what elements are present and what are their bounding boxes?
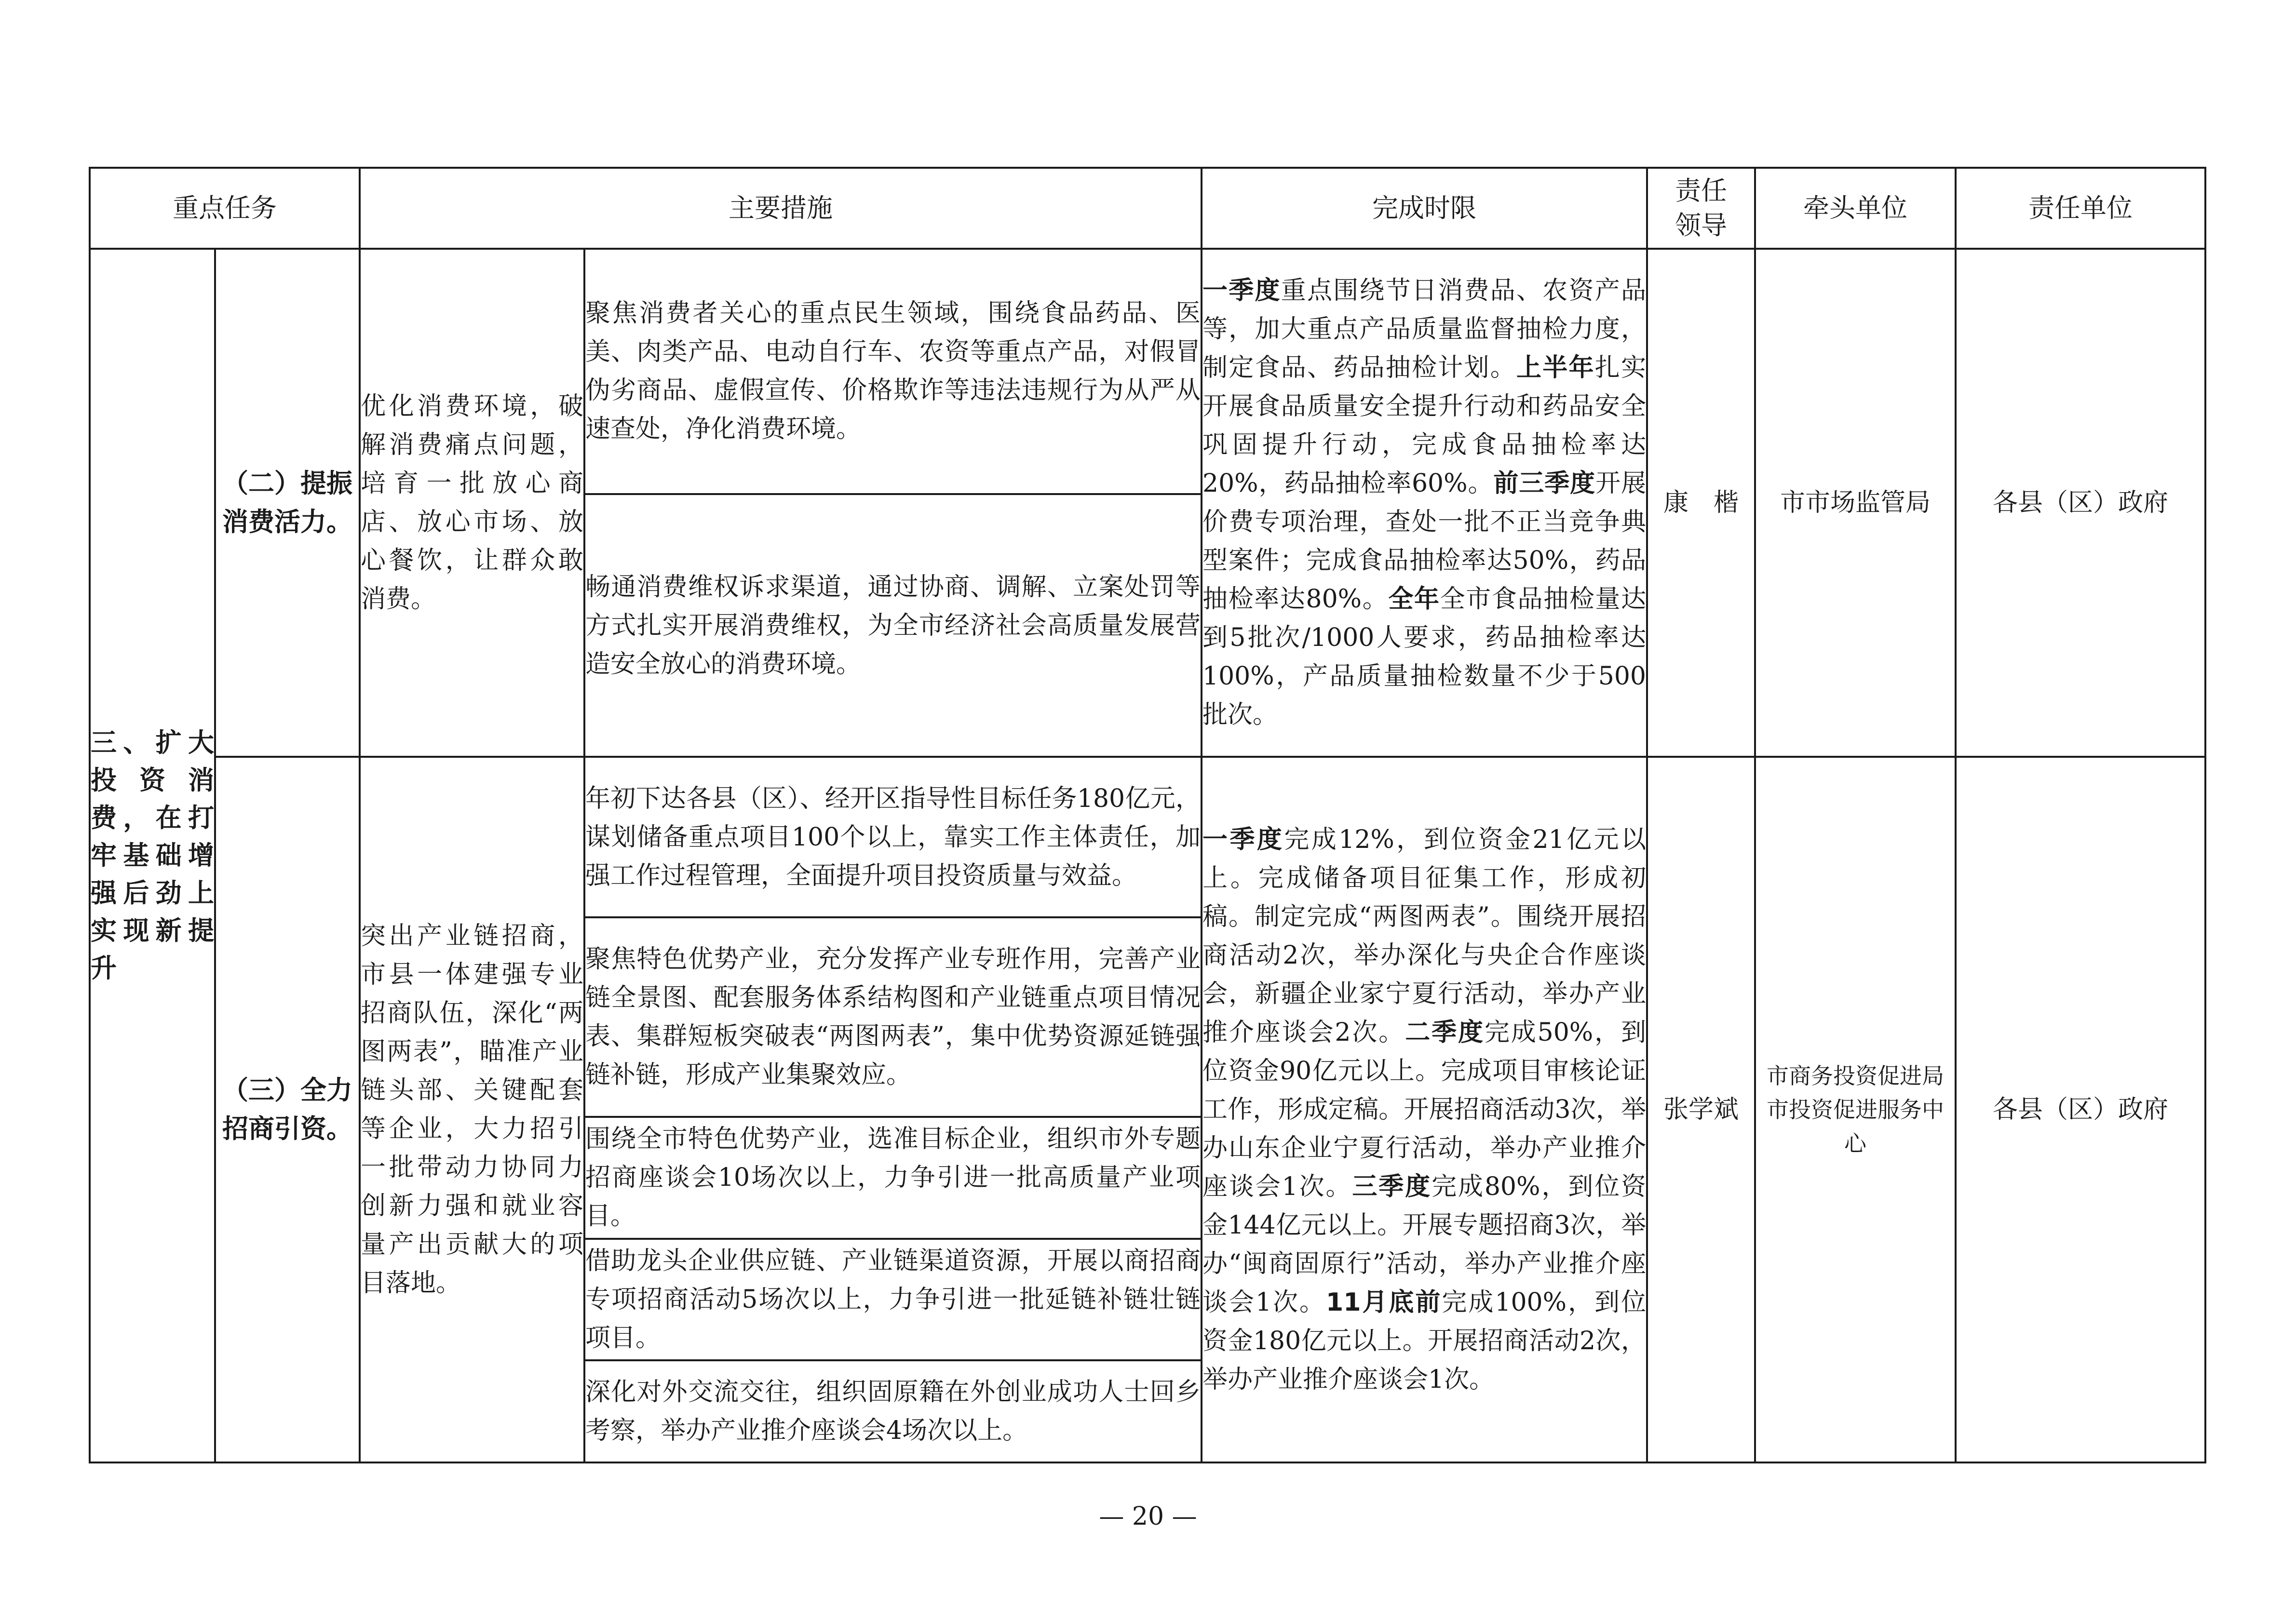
deadline-period: 前三季度 xyxy=(1493,469,1596,498)
leader-cell: 康 楷 xyxy=(1647,249,1755,757)
measure-cell: 借助龙头企业供应链、产业链渠道资源，开展以商招商专项招商活动5场次以上，力争引进一批延链补链壮链项目。 xyxy=(584,1239,1202,1360)
measure-cell: 年初下达各县（区）、经开区指导性目标任务180亿元，谋划储备重点项目100个以上，靠实工作主体责任，加强工作过程管理，全面提升项目投资质量与效益。 xyxy=(584,757,1202,917)
deadline-text: 重点围绕节日消费品、农资产品等，加大重点产品质量监督抽检力度，制定食品、药品抽检计划。 xyxy=(1202,276,1646,382)
resp-unit-cell: 各县（区）政府 xyxy=(1956,757,2205,1462)
deadline-period: 一季度 xyxy=(1202,276,1281,305)
leader-cell: 张学斌 xyxy=(1647,757,1755,1462)
measure-cell: 聚焦特色优势产业，充分发挥产业专班作用，完善产业链全景图、配套服务体系结构图和产业链重点项目情况表、集群短板突破表“两图两表”，集中优势资源延链强链补链，形成产业集聚效应。 xyxy=(584,917,1202,1117)
table-row xyxy=(90,757,2205,917)
header-lead-unit: 牵头单位 xyxy=(1755,168,1956,249)
deadline-text: 全市食品抽检量达到5批次/1000人要求，药品抽检率达100%，产品质量抽检数量不少于500批次。 xyxy=(1202,584,1646,729)
deadline-text: 完成12%，到位资金21亿元以上。完成储备项目征集工作，形成初稿。制定完成“两图两表”。围绕开展招商活动2次，举办深化与央企合作座谈会，新疆企业家宁夏行活动，举办产业推介座谈会2次。 xyxy=(1202,825,1646,1047)
task-table xyxy=(89,167,2206,1463)
measure-cell: 畅通消费维权诉求渠道，通过协商、调解、立案处罚等方式扎实开展消费维权，为全市经济社会高质量发展营造安全放心的消费环境。 xyxy=(584,494,1202,757)
deadline-period: 二季度 xyxy=(1405,1018,1485,1047)
deadline-text: 完成100%，到位资金180亿元以上。开展招商活动2次，举办产业推介座谈会1次。 xyxy=(1202,1288,1646,1395)
goal-cell: 优化消费环境，破解消费痛点问题，培育一批放心商店、放心市场、放心餐饮，让群众敢消费。 xyxy=(360,249,584,757)
deadline-cell xyxy=(1202,249,1647,757)
deadline-cell xyxy=(1202,757,1647,1462)
deadline-text: 完成50%，到位资金90亿元以上。完成项目审核论证工作，形成定稿。开展招商活动3次，举办山东企业宁夏行活动，举办产业推介座谈会1次。 xyxy=(1202,1018,1646,1202)
header-leader: 责任领导 xyxy=(1647,168,1755,249)
lead-unit-cell xyxy=(1755,757,1956,1462)
header-deadline: 完成时限 xyxy=(1202,168,1647,249)
deadline-period: 一季度 xyxy=(1202,825,1284,855)
subtask-cell: （三）全力招商引资。 xyxy=(215,757,360,1462)
deadline-period: 全年 xyxy=(1388,584,1440,614)
measure-cell: 深化对外交流交往，组织固原籍在外创业成功人士回乡考察，举办产业推介座谈会4场次以上。 xyxy=(584,1360,1202,1462)
page-number: — 20 — xyxy=(1099,1502,1197,1531)
deadline-text: 扎实开展食品质量安全提升行动和药品安全巩固提升行动，完成食品抽检率达20%，药品抽检率60%。 xyxy=(1202,353,1646,498)
deadline-text: 完成80%，到位资金144亿元以上。开展专题招商3次，举办“闽商固原行”活动，举办产业推介座谈会1次。 xyxy=(1202,1172,1646,1317)
resp-unit-cell: 各县（区）政府 xyxy=(1956,249,2205,757)
header-measures: 主要措施 xyxy=(360,168,1202,249)
table-row xyxy=(90,249,2205,495)
measure-cell: 围绕全市特色优势产业，选准目标企业，组织市外专题招商座谈会10场次以上，力争引进一批高质量产业项目。 xyxy=(584,1117,1202,1238)
lead-unit-cell: 市市场监管局 xyxy=(1755,249,1956,757)
main-task-cell: 三、扩大投资消费，在打牢基础增强后劲上实现新提升 xyxy=(90,249,215,1462)
subtask-cell: （二）提振消费活力。 xyxy=(215,249,360,757)
lead-unit-line: 市投资促进服务中心 xyxy=(1767,1097,1944,1157)
lead-unit-line: 市商务投资促进局 xyxy=(1767,1063,1944,1089)
goal-cell: 突出产业链招商，市县一体建强专业招商队伍，深化“两图两表”，瞄准产业链头部、关键配套等企业，大力招引一批带动力协同力创新力强和就业容量产出贡献大的项目落地。 xyxy=(360,757,584,1462)
deadline-period: 三季度 xyxy=(1352,1172,1432,1202)
measure-cell: 聚焦消费者关心的重点民生领域，围绕食品药品、医美、肉类产品、电动自行车、农资等重点产品，对假冒伪劣商品、虚假宣传、价格欺诈等违法违规行为从严从速查处，净化消费环境。 xyxy=(584,249,1202,495)
table-header-row xyxy=(90,168,2205,249)
deadline-period: 上半年 xyxy=(1516,353,1595,382)
header-resp-unit: 责任单位 xyxy=(1956,168,2205,249)
deadline-text: 开展价费专项治理，查处一批不正当竞争典型案件；完成食品抽检率达50%，药品抽检率达80%。 xyxy=(1202,469,1646,614)
header-task: 重点任务 xyxy=(90,168,360,249)
deadline-period: 11月底前 xyxy=(1326,1288,1442,1317)
